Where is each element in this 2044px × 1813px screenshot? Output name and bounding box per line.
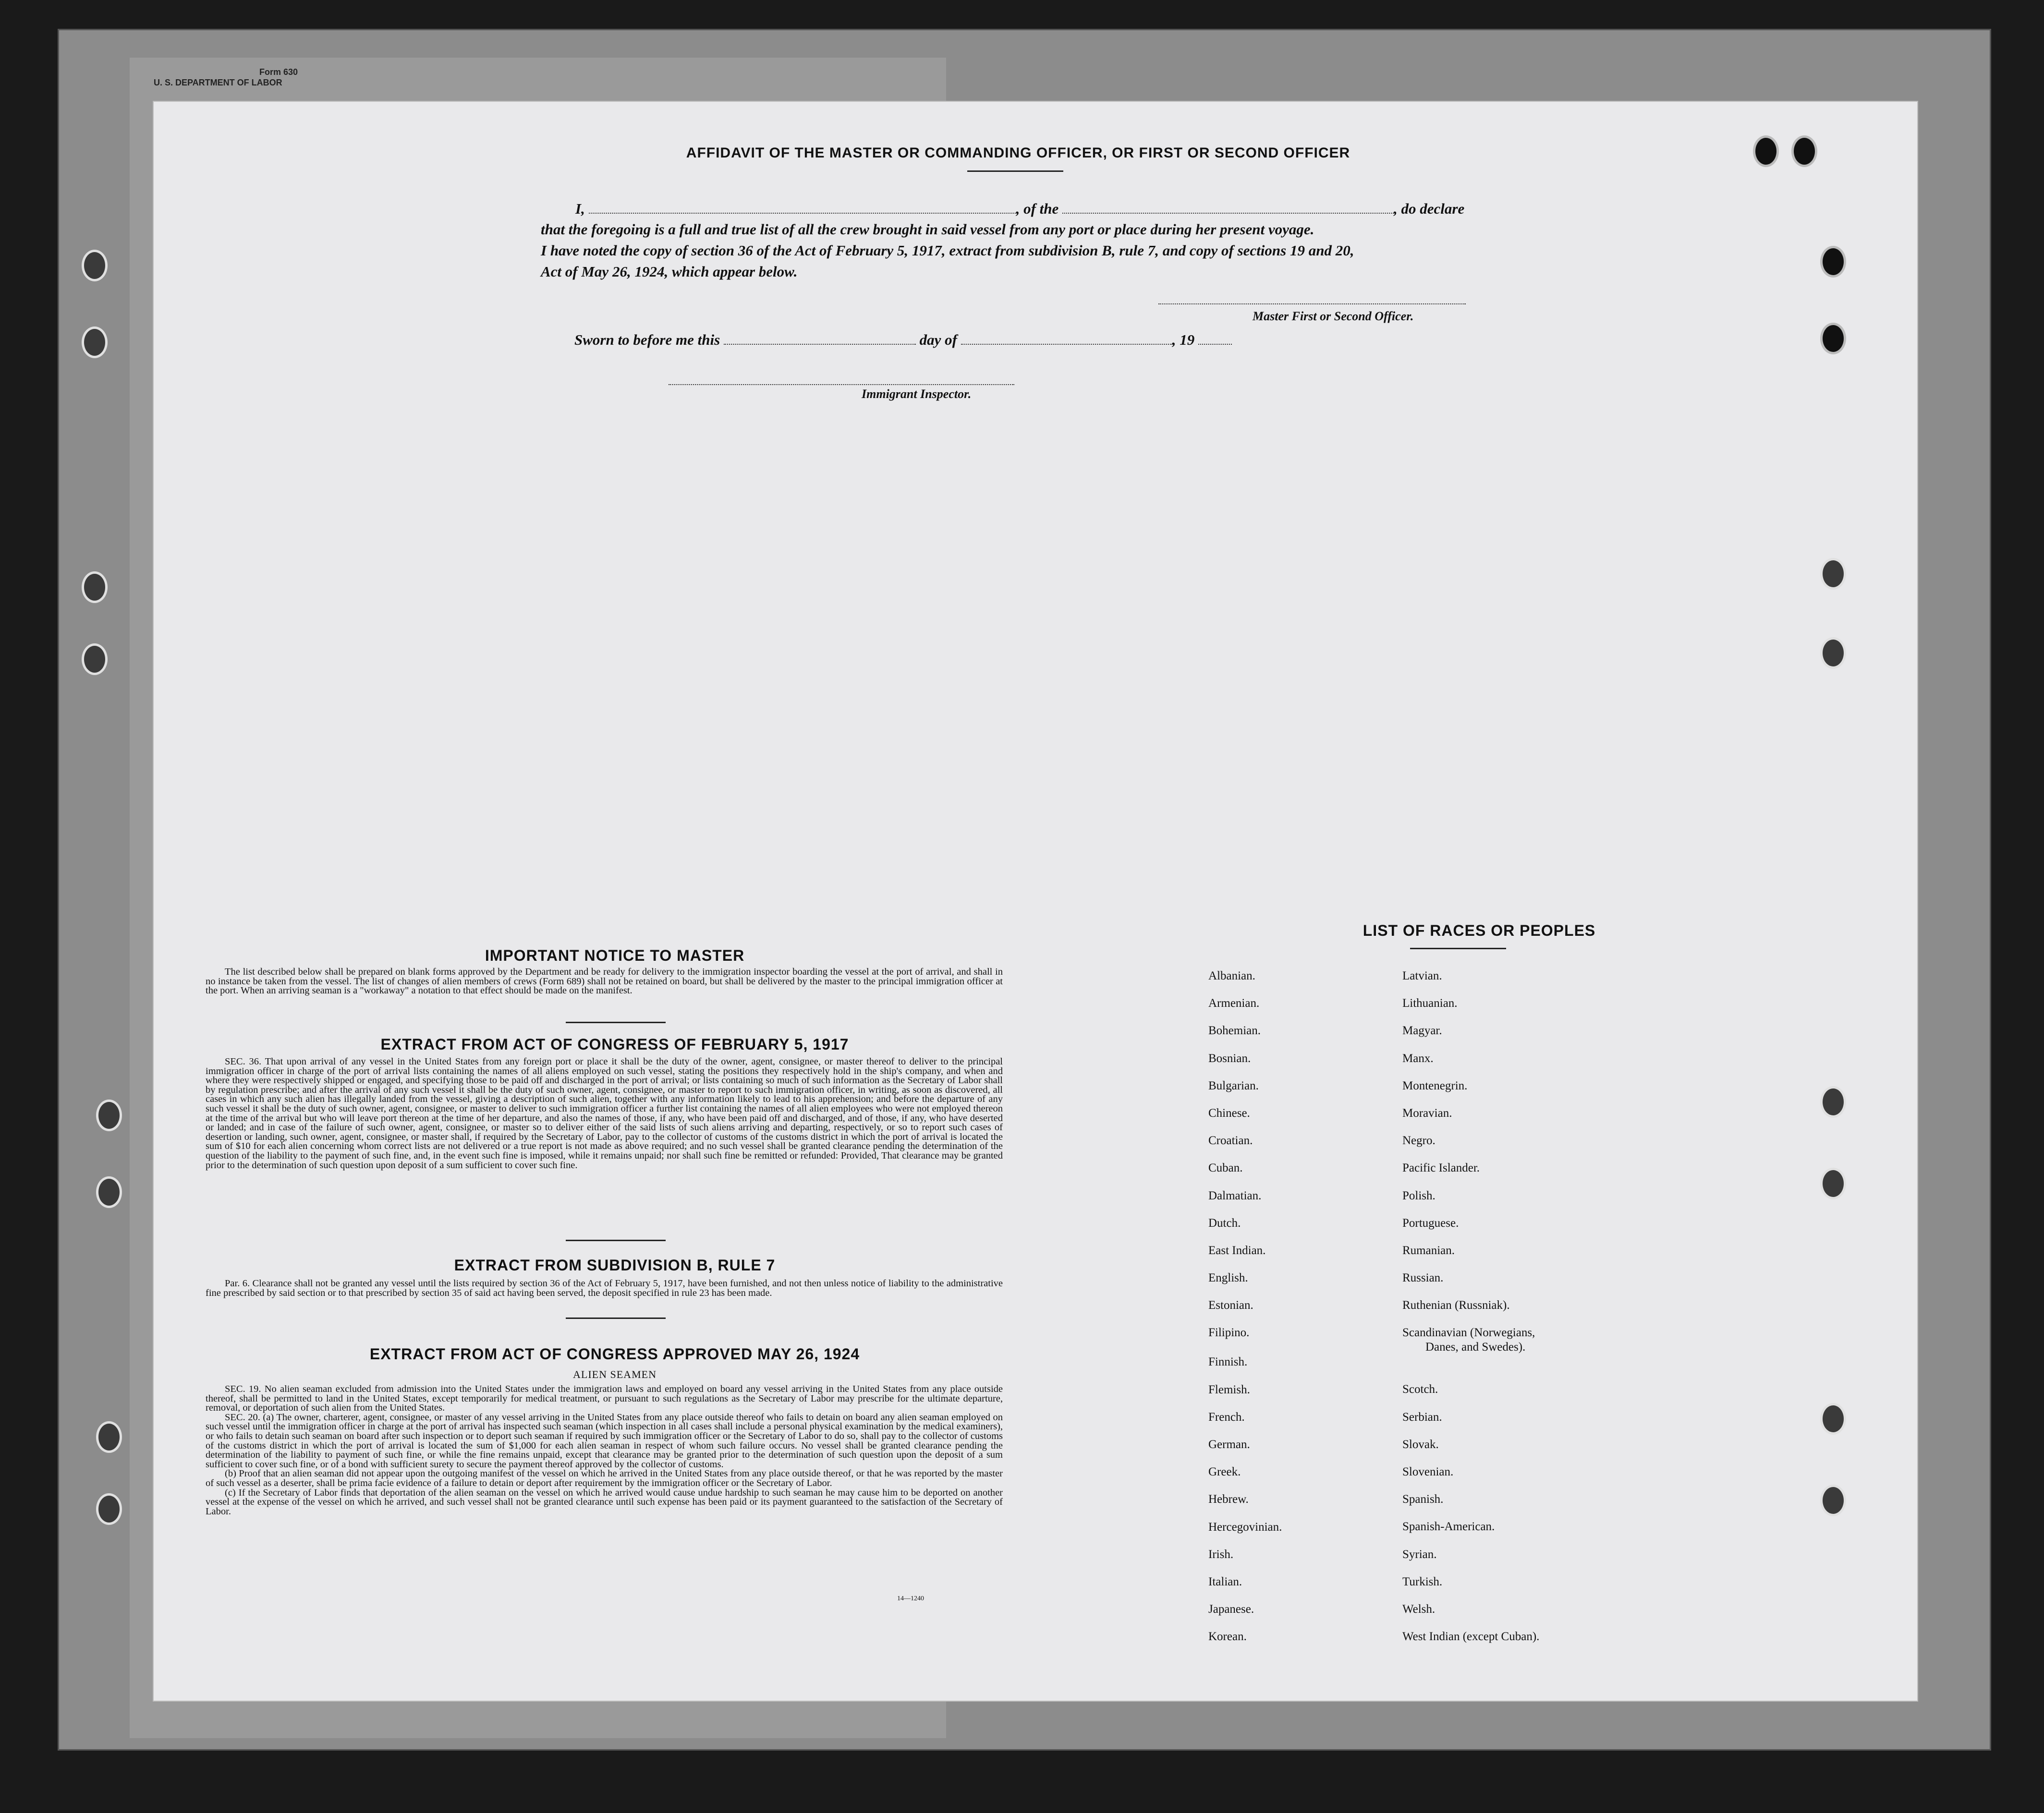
race-item: Scandinavian (Norwegians, bbox=[1402, 1326, 1535, 1340]
affidavit-line-2: that the foregoing is a full and true list of all the crew brought in said vessel from any port or place during her present voyage. bbox=[541, 221, 1314, 238]
race-item: Filipino. bbox=[1208, 1326, 1250, 1340]
sworn-day-field[interactable] bbox=[724, 344, 916, 345]
race-item: Ruthenian (Russniak). bbox=[1402, 1299, 1510, 1312]
race-item: Bosnian. bbox=[1208, 1052, 1251, 1065]
declarant-name-field[interactable] bbox=[589, 213, 1016, 214]
race-item: Armenian. bbox=[1208, 997, 1260, 1010]
race-item: Greek. bbox=[1208, 1465, 1241, 1479]
divider bbox=[1410, 948, 1506, 949]
race-item: Danes, and Swedes). bbox=[1425, 1341, 1526, 1354]
race-item: Rumanian. bbox=[1402, 1244, 1455, 1257]
notice-paragraph: The list described below shall be prepared on blank forms approved by the Department and be ready for delivery to the immigration inspector boarding the vessel at the port of arrival, and shall in no instance be taken from the vessel. The list of changes of alien members of crews (Form 689) shall not be retained on board, but shall be delivered by the master to the principal immigration officer at the port. When an arriving seaman is a "workaway" a notation to that effect should be made on the manifest. bbox=[206, 967, 1003, 996]
race-item: Pacific Islander. bbox=[1402, 1161, 1480, 1175]
race-item: Dutch. bbox=[1208, 1216, 1241, 1230]
binder-hole bbox=[1820, 1086, 1846, 1118]
race-item: Welsh. bbox=[1402, 1602, 1436, 1616]
extract-1917-title: EXTRACT FROM ACT OF CONGRESS OF FEBRUARY 5, 1917 bbox=[380, 1036, 849, 1053]
race-item: Dalmatian. bbox=[1208, 1189, 1262, 1202]
race-item: East Indian. bbox=[1208, 1244, 1266, 1257]
rule7-text bbox=[206, 1279, 1003, 1298]
sworn-month-field[interactable] bbox=[961, 344, 1172, 345]
race-item: Japanese. bbox=[1208, 1603, 1254, 1616]
race-item: Latvian. bbox=[1402, 969, 1442, 982]
sworn-prefix: Sworn to before me this bbox=[574, 331, 720, 348]
binder-hole bbox=[1820, 637, 1846, 669]
inspector-label: Immigrant Inspector. bbox=[862, 387, 972, 401]
race-item: Slovak. bbox=[1402, 1438, 1439, 1451]
of-the-label: , of the bbox=[1016, 200, 1059, 217]
declare-label: , do declare bbox=[1394, 200, 1465, 217]
race-item: Estonian. bbox=[1208, 1299, 1253, 1312]
race-item: Polish. bbox=[1402, 1189, 1436, 1202]
binder-hole bbox=[1820, 558, 1846, 590]
races-left-column bbox=[1208, 970, 1391, 1658]
race-item: Serbian. bbox=[1402, 1410, 1442, 1424]
race-item: Chinese. bbox=[1208, 1106, 1250, 1120]
sworn-year-label: , 19 bbox=[1172, 331, 1195, 348]
race-item: English. bbox=[1208, 1271, 1248, 1285]
extract-1917-text bbox=[206, 1057, 1003, 1170]
sec-36-paragraph: SEC. 36. That upon arrival of any vessel in the United States from any foreign port or place it shall be the duty of the owner, agent, consignee, or master thereof to deliver to the principal immigration officer in charge of the port of arrival lists containing the names of all aliens employed on such vessel, stating the positions they respectively hold in the ship's company, and when and where they were respectively shipped or engaged, and specifying those to be paid off and discharged in the port of arrival; or lists containing so much of such information as the Secretary of Labor shall by regulation prescribe; and after the arrival of any such vessel it shall be the duty of such owner, agent, consignee, or master to report to such immigration officer, in writing, as soon as discovered, all cases in which any such alien has illegally landed from the vessel, giving a description of such alien, together with any information likely to lead to his apprehension; and before the departure of any such vessel it shall be the duty of such owner, agent, consignee, or master to deliver to such immigration officer a further list containing the names of all alien employees who were not employed thereon at the time of the arrival but who will leave port thereon at the time of her departure, and also the names of those, if any, who have been paid off and discharged, and of those, if any, who have deserted or landed; and in case of the failure of such owner, agent, consignee, or master so to deliver either of the said lists of such aliens arriving and departing, respectively, or so to report such cases of desertion or landing, such owner, agent, consignee, or master shall, if required by the Secretary of Labor, pay to the collector of customs of the customs district in which the port of arrival is located the sum of $10 for each alien concerning whom correct lists are not delivered or a true report is not made as above required; and no such vessel shall be granted clearance pending the determination of the question of the liability to the payment of such fine, and, in the event such fine is imposed, while it remains unpaid; nor shall such fine be remitted or refunded: Provided, That clearance may be granted prior to the determination of such question upon deposit of a sum sufficient to cover such fine. bbox=[206, 1056, 1003, 1171]
race-item: Montenegrin. bbox=[1402, 1079, 1468, 1092]
header-strip bbox=[144, 67, 1921, 96]
binder-hole bbox=[96, 1176, 122, 1208]
form-number: Form 630 bbox=[259, 67, 298, 77]
alien-seamen-subtitle: ALIEN SEAMEN bbox=[573, 1368, 657, 1380]
notice-title: IMPORTANT NOTICE TO MASTER bbox=[485, 947, 745, 964]
race-item: Russian. bbox=[1402, 1271, 1444, 1285]
master-signature-label: Master First or Second Officer. bbox=[1253, 309, 1414, 323]
divider bbox=[967, 170, 1063, 172]
race-item: Manx. bbox=[1402, 1052, 1434, 1065]
department-label: U. S. DEPARTMENT OF LABOR bbox=[154, 78, 282, 87]
race-item: Bulgarian. bbox=[1208, 1079, 1259, 1092]
race-item: Hebrew. bbox=[1208, 1493, 1249, 1506]
binder-hole bbox=[96, 1493, 122, 1525]
race-item: Korean. bbox=[1208, 1630, 1247, 1644]
par-6-paragraph: Par. 6. Clearance shall not be granted any vessel until the lists required by section 36 of the Act of February 5, 1917, have been furnished, and not then unless notice of liability to the administrative fine prescribed by said section or to that prescribed by section 35 of said act having been served, the deposit specified in rule 23 has been made. bbox=[206, 1278, 1003, 1298]
race-item: Turkish. bbox=[1402, 1575, 1443, 1588]
race-item: Scotch. bbox=[1402, 1383, 1438, 1396]
declarant-prefix: I, bbox=[575, 200, 585, 217]
binder-hole bbox=[82, 643, 108, 675]
race-item: Hercegovinian. bbox=[1208, 1520, 1282, 1534]
race-item: Finnish. bbox=[1208, 1355, 1248, 1369]
races-right-column bbox=[1402, 970, 1691, 1658]
sec-20b-paragraph: (b) Proof that an alien seaman did not appear upon the outgoing manifest of the vessel on which he arrived in the United States from any place outside thereof, or that he was reported by the master of such vessel as a deserter, shall be prima facie evidence of a failure to detain or deport after requirement by the immigration officer or the Secretary of Labor. bbox=[206, 1468, 1003, 1488]
race-item: Spanish. bbox=[1402, 1493, 1444, 1506]
race-item: West Indian (except Cuban). bbox=[1402, 1630, 1540, 1644]
divider bbox=[566, 1022, 666, 1023]
binder-hole bbox=[82, 571, 108, 603]
binder-hole bbox=[1791, 135, 1817, 167]
race-item: French. bbox=[1208, 1410, 1245, 1424]
binder-hole bbox=[1753, 135, 1779, 167]
manifest-page bbox=[153, 101, 1918, 1702]
binder-hole bbox=[1820, 1168, 1846, 1199]
race-item: Irish. bbox=[1208, 1547, 1234, 1561]
binder-hole bbox=[96, 1421, 122, 1453]
race-item: Moravian. bbox=[1402, 1106, 1452, 1120]
binder-hole bbox=[1820, 1403, 1846, 1435]
race-item: Cuban. bbox=[1208, 1161, 1243, 1175]
sworn-year-field[interactable] bbox=[1198, 344, 1232, 345]
sworn-line bbox=[574, 331, 1295, 349]
race-item: Negro. bbox=[1402, 1134, 1436, 1148]
extract-1924-title: EXTRACT FROM ACT OF CONGRESS APPROVED MAY 26, 1924 bbox=[369, 1345, 860, 1363]
binder-hole bbox=[1820, 1485, 1846, 1516]
vessel-name-field[interactable] bbox=[1062, 213, 1394, 214]
race-item: Lithuanian. bbox=[1402, 997, 1458, 1010]
print-code: 14—1240 bbox=[897, 1595, 924, 1602]
sworn-day-label: day of bbox=[919, 331, 957, 348]
race-item: Portuguese. bbox=[1402, 1216, 1459, 1230]
race-item: Bohemian. bbox=[1208, 1024, 1261, 1038]
divider bbox=[566, 1317, 666, 1319]
notice-text bbox=[206, 967, 1003, 996]
race-item: Flemish. bbox=[1208, 1383, 1250, 1396]
affidavit-line-1 bbox=[575, 200, 1488, 218]
race-item: German. bbox=[1208, 1438, 1250, 1451]
race-item: Magyar. bbox=[1402, 1024, 1442, 1038]
binder-hole bbox=[82, 250, 108, 281]
race-item: Spanish-American. bbox=[1402, 1520, 1495, 1534]
binder-hole bbox=[82, 326, 108, 358]
extract-1924-text bbox=[206, 1385, 1003, 1516]
race-item: Albanian. bbox=[1208, 969, 1255, 982]
sec-20c-paragraph: (c) If the Secretary of Labor finds that deportation of the alien seaman on the vessel on which he arrived would cause undue hardship to such seaman he may cause him to be deported on another vessel at the expense of the vessel on which he arrived, and such vessel shall not be granted clearance until such expense has been paid or its payment guaranteed to the satisfaction of the Secretary of Labor. bbox=[206, 1487, 1003, 1517]
inspector-signature-field[interactable] bbox=[669, 384, 1014, 385]
affidavit-title: AFFIDAVIT OF THE MASTER OR COMMANDING OFFICER, OR FIRST OR SECOND OFFICER bbox=[686, 145, 1350, 161]
race-item: Croatian. bbox=[1208, 1134, 1253, 1148]
master-signature-field[interactable] bbox=[1158, 303, 1466, 304]
divider bbox=[566, 1240, 666, 1241]
race-item: Syrian. bbox=[1402, 1547, 1437, 1561]
sec-19-paragraph: SEC. 19. No alien seaman excluded from admission into the United States under the immigration laws and employed on board any vessel arriving in the United States from any place outside thereof, shall be permitted to land in the United States, except temporarily for medical treatment, or pursuant to such regulations as the Secretary of Labor may prescribe for the ultimate departure, removal, or deportation of such alien from the United States. bbox=[206, 1384, 1003, 1414]
affidavit-line-3: I have noted the copy of section 36 of the Act of February 5, 1917, extract from subdivision B, rule 7, and copy of sections 19 and 20, bbox=[541, 242, 1354, 259]
races-title: LIST OF RACES OR PEOPLES bbox=[1363, 922, 1596, 939]
affidavit-line-4: Act of May 26, 1924, which appear below. bbox=[541, 263, 798, 280]
binder-hole bbox=[1820, 246, 1846, 278]
binder-hole bbox=[96, 1100, 122, 1131]
binder-hole bbox=[1820, 323, 1846, 354]
race-item: Slovenian. bbox=[1402, 1465, 1454, 1478]
race-item: Italian. bbox=[1208, 1575, 1242, 1588]
sec-20a-paragraph: SEC. 20. (a) The owner, charterer, agent, consignee, or master of any vessel arriving in the United States from any place outside thereof who fails to detain on board any alien seaman employed on such vessel until the immigration officer in charge at the port of arrival has inspected such seaman (which inspection in all cases shall include a personal physical examination by the medical examiners), or who fails to detain such seaman on board after such inspection or to deport such seaman if required by such immigration officer or the Secretary of Labor to do so, shall pay to the collector of customs of the customs district in which the port of arrival is located the sum of $1,000 for each alien seaman in respect of whom such failure occurs. No vessel shall be granted clearance pending the determination of the liability to payment of such fine, or while the fine remains unpaid, except that clearance may be granted prior to the determination of such question upon the deposit of a sum sufficient to cover such fine, or of a bond with sufficient surety to secure the payment thereof approved by the collector of customs. bbox=[206, 1412, 1003, 1470]
rule7-title: EXTRACT FROM SUBDIVISION B, RULE 7 bbox=[454, 1257, 776, 1274]
